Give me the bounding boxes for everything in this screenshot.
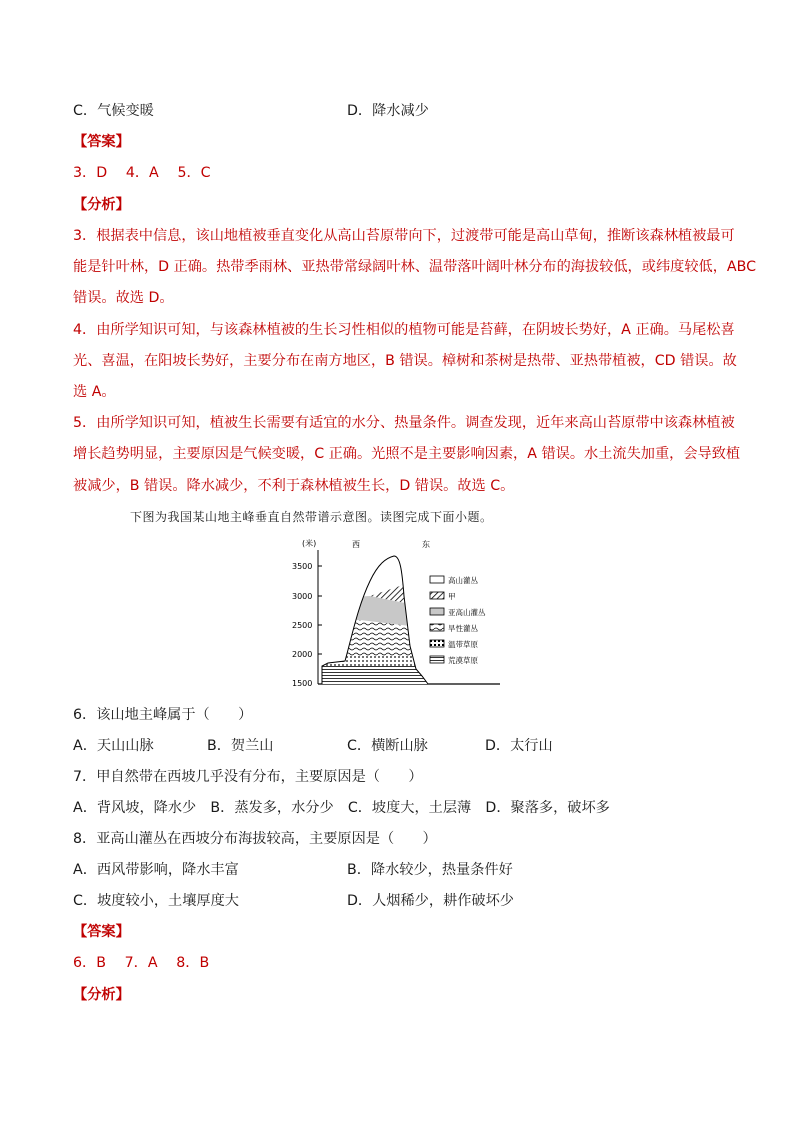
analysis-label: 【分析】 bbox=[73, 987, 130, 1003]
option-d: D．降水减少 bbox=[347, 103, 429, 119]
analysis-text: 3．根据表中信息，该山地植被垂直变化从高山苔原带向下，过渡带可能是高山草甸，推断该森林植被最可 bbox=[73, 228, 735, 244]
analysis-text: 能是针叶林，D 正确。热带季雨林、亚热带常绿阔叶林、温带落叶阔叶林分布的海拔较低，或纬度较低，ABC bbox=[73, 259, 756, 275]
question-6-options bbox=[73, 736, 723, 756]
q6-option-b: B．贺兰山 bbox=[207, 738, 274, 754]
y-tick-label: 2000 bbox=[292, 650, 313, 659]
q6-option-c: C．横断山脉 bbox=[347, 738, 428, 754]
question-7: 7．甲自然带在西坡几乎没有分布，主要原因是（ ） bbox=[73, 769, 423, 785]
option-c: C．气候变暖 bbox=[73, 103, 154, 119]
question-6: 6．该山地主峰属于（ ） bbox=[73, 707, 253, 723]
analysis-label: 【分析】 bbox=[73, 197, 130, 213]
y-tick-label: 1500 bbox=[292, 679, 313, 688]
analysis-text: 4．由所学知识可知，与该森林植被的生长习性相似的植物可能是苔藓，在阴坡长势好，A 正确。马尾松喜 bbox=[73, 322, 735, 338]
analysis-text: 增长趋势明显，主要原因是气候变暖，C 正确。光照不是主要影响因素，A 错误。水土流失加重，会导致植 bbox=[73, 446, 741, 462]
legend-label: 高山灌丛 bbox=[448, 576, 478, 585]
west-label: 西 bbox=[352, 540, 360, 549]
analysis-text: 5．由所学知识可知，植被生长需要有适宜的水分、热量条件。调查发现，近年来高山苔原带中该森林植被 bbox=[73, 415, 735, 431]
y-tick-label: 2500 bbox=[292, 621, 313, 630]
answer-values: 6．B 7．A 8．B bbox=[73, 955, 210, 971]
question-7-options: A．背风坡，降水少 B．蒸发多，水分少 C．坡度大，土层薄 D．聚落多，破坏多 bbox=[73, 800, 610, 816]
legend-label: 旱性灌丛 bbox=[448, 624, 478, 633]
analysis-text: 选 A。 bbox=[73, 384, 116, 400]
answer-label: 【答案】 bbox=[73, 134, 130, 150]
analysis-text: 错误。故选 D。 bbox=[73, 290, 174, 306]
figure-caption: 下图为我国某山地主峰垂直自然带谱示意图。读图完成下面小题。 bbox=[130, 510, 493, 524]
answer-label: 【答案】 bbox=[73, 924, 130, 940]
q8-option-c: C．坡度较小，土壤厚度大 bbox=[73, 893, 239, 909]
answer-values: 3．D 4．A 5．C bbox=[73, 165, 211, 181]
legend-label: 亚高山灌丛 bbox=[448, 608, 486, 617]
q6-option-d: D．太行山 bbox=[485, 738, 553, 754]
q8-option-d: D．人烟稀少，耕作破坏少 bbox=[347, 893, 514, 909]
legend-label: 甲 bbox=[448, 592, 456, 601]
question-options-row bbox=[73, 101, 154, 121]
y-axis-unit: (米) bbox=[302, 539, 317, 548]
y-tick-label: 3500 bbox=[292, 562, 313, 571]
analysis-text: 被减少，B 错误。降水减少，不利于森林植被生长，D 错误。故选 C。 bbox=[73, 478, 515, 494]
analysis-text: 光、喜温，在阳坡长势好，主要分布在南方地区，B 错误。樟树和茶树是热带、亚热带植被，CD 错误。故 bbox=[73, 353, 737, 369]
q8-option-b: B．降水较少，热量条件好 bbox=[347, 862, 513, 878]
legend-label: 荒漠草原 bbox=[448, 656, 478, 665]
east-label: 东 bbox=[422, 540, 430, 549]
y-tick-label: 3000 bbox=[292, 592, 313, 601]
legend-label: 温带草原 bbox=[448, 640, 478, 649]
legend bbox=[430, 576, 444, 663]
vertical-zone-diagram bbox=[290, 536, 510, 692]
q8-option-a: A．西风带影响，降水丰富 bbox=[73, 862, 239, 878]
q6-option-a: A．天山山脉 bbox=[73, 738, 154, 754]
question-8: 8．亚高山灌丛在西坡分布海拔较高，主要原因是（ ） bbox=[73, 831, 437, 847]
